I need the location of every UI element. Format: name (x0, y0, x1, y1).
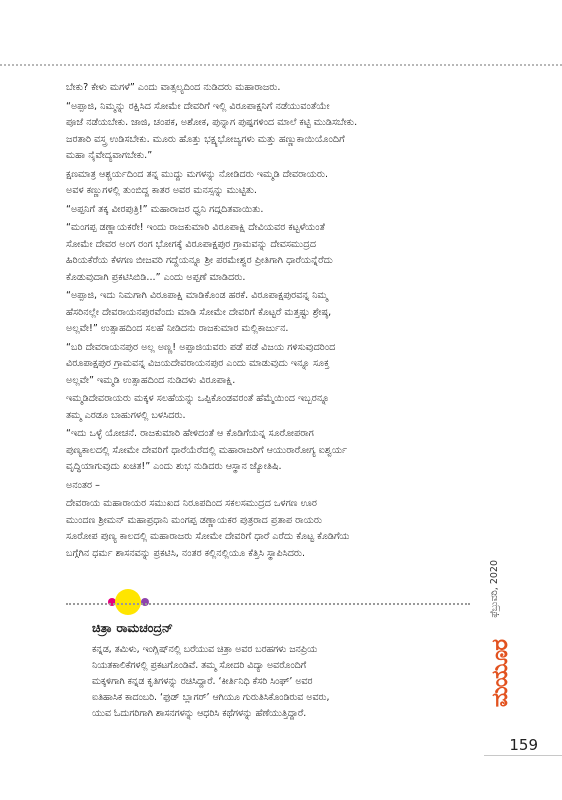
text-line: ಹಿರಿಯಕೆರೆಯ ಕೆಳಗಣ ಬೀಜವರಿ ಗದ್ದೆಯನ್ನೂ ಶ್ರೀ ಪರಮೇಶ್ವರ ಪ್ರೀತಿಗಾಗಿ ಧಾರೆಯನ್ನೆರೆದು (66, 255, 333, 266)
text-line: ಅಲ್ಲವೇ!” ಉತ್ಸಾಹದಿಂದ ಸಲಹೆ ನೀಡಿದನು ರಾಜಕುಮಾರ ಮಲ್ಲಿಕಾರ್ಜುನ. (66, 323, 289, 334)
body-paragraph (66, 202, 466, 219)
text-line: ಸೋಮೇ ದೇವರ ಅಂಗ ರಂಗ ಭೋಗಕ್ಕೆ ವಿರೂಪಾಕ್ಷಪುರ ಗ್ರಾಮವನ್ನು ದೇವಸಮುದ್ರದ (66, 238, 317, 250)
page-number-rule (484, 755, 562, 756)
text-line: ಅಲ್ಲವೇ” ಇಮ್ಮಡಿ ಉತ್ಸಾಹದಿಂದ ನುಡಿದಳು ವಿರೂಪಾಕ್ಷಿ. (66, 374, 236, 386)
text-line: ಜರತಾರಿ ವಸ್ತ್ರ ಉಡಿಸಬೇಕು. ಮೂರು ಹೊತ್ತು ಭಕ್ಷ್ಯಭೋಜ್ಯಗಳು ಮತ್ತು ಹಣ್ಣುಕಾಯಿಯೊಂದಿಗೆ (66, 133, 345, 145)
section-divider (66, 603, 470, 605)
body-paragraph (66, 220, 466, 286)
magazine-brand: ಮಯೂರ (488, 640, 513, 708)
text-line: ಬಗ್ಗೆಗಿನ ಧರ್ಮ ಶಾಸನವನ್ನು ಪ್ರಕಟಿಸಿ, ನಂತರ ಕಲ್ಲಿನಲ್ಲಿಯೂ ಕೆತ್ತಿಸಿ ಸ್ಥಾಪಿಸಿದರು. (66, 547, 306, 559)
text-line: ಅನಂತರ – (66, 479, 100, 491)
text-line: ಕ್ಷಣಮಾತ್ರ ಆಶ್ಚರ್ಯದಿಂದ ತನ್ನ ಮುದ್ದು ಮಗಳನ್ನು ನೋಡಿದರು ಇಮ್ಮಡಿ ದೇವರಾಯರು. (66, 168, 329, 180)
bio-line: ಮಕ್ಕಳಿಗಾಗಿ ಕನ್ನಡ ಕೃತಿಗಳನ್ನು ರಚಿಸಿದ್ದಾರೆ. ‘ಕೀರ್ತಿನಿಧಿ ಕೆಸರಿ ಸಿಂಘ್’ ಅವರ (92, 676, 313, 687)
body-paragraph (66, 426, 466, 476)
text-line: ದೇವರಾಯ ಮಹಾರಾಯರ ಸಮುಖದ ನಿರೂಪದಿಂದ ಸಕಲಸಮುದ್ರದ ಒಳಗಣ ಊರ (66, 498, 317, 509)
body-paragraph (66, 340, 466, 390)
body-paragraph (66, 391, 466, 424)
magazine-sidebar (488, 640, 520, 740)
body-paragraph (66, 99, 466, 165)
text-line: ಇಮ್ಮಡಿದೇವರಾಯರು ಮಕ್ಕಳ ಸಲಹೆಯನ್ನು ಒಪ್ಪಿಕೊಂಡವರಂತೆ ಹೆಮ್ಮೆಯಿಂದ ಇಬ್ಬರನ್ನೂ (66, 393, 330, 404)
text-line: ಮುಂದಣ ಶ್ರೀಮನ್ ಮಹಾಪ್ರಧಾನಿ ಮಂಗಪ್ಪ ಡಣ್ಣಾಯಕರ ಪುತ್ರರಾದ ಪ್ರತಾಪ ರಾಯರು (66, 514, 323, 526)
text-line: ಕೊಡುವುದಾಗಿ ಪ್ರಕಟಿಸಿಬಿಡಿ...” ಎಂದು ಅಪ್ಪಣೆ ಮಾಡಿದರು. (66, 271, 246, 283)
text-line: ಪೂಜೆ ನಡೆಯಬೇಕು. ಜಾಜಿ, ಚಂಪಕ, ಅಶೋಕ, ಪುನ್ನಾಗ ಪುಷ್ಪಗಳಿಂದ ಮಾಲೆ ಕಟ್ಟಿ ಮುಡಿಸಬೇಕು. (66, 117, 358, 128)
text-line: “ಅಪ್ಪಾಜಿ, ನಿಮ್ಮನ್ನು ರಕ್ಷಿಸಿದ ಸೋಮೇ ದೇವರಿಗೆ ಇಲ್ಲಿ ವಿರೂಪಾಕ್ಷನಿಗೆ ನಡೆಯುವಂತೆಯೇ (66, 100, 330, 112)
body-paragraph (66, 288, 466, 338)
text-line: ಅವಳ ಕಣ್ಣುಗಳಲ್ಲಿ ತುಂಬಿದ್ದ ಕಾತರ ಅವರ ಮನಸ್ಸನ್ನು ಮುಟ್ಟಿತು. (66, 185, 257, 196)
issue-date: ಫೆಬ್ರುವರಿ, 2020 (489, 560, 500, 618)
text-line: ಬೇಕು? ಕೇಳು ಮಗಳೆ” ಎಂದು ವಾತ್ಸಲ್ಯದಿಂದ ನುಡಿದರು ಮಹಾರಾಜರು. (66, 82, 281, 93)
body-paragraph (66, 80, 466, 97)
bio-line: ಯುವ ಓದುಗರಿಗಾಗಿ ಶಾಸನಗಳನ್ನು ಆಧರಿಸಿ ಕಥೆಗಳನ್ನು ಹೆಣೆಯುತ್ತಿದ್ದಾರೆ. (92, 708, 307, 719)
body-paragraph (66, 167, 466, 200)
yellow-dot (115, 589, 141, 615)
text-line: “ಮಂಗಪ್ಪ ಡಣ್ಣಾಯಕರೇ! ಇಂದು ರಾಜಕುಮಾರಿ ವಿರೂಪಾಕ್ಷಿ ದೇವಿಯವರ ಕಟ್ಟಳೆಯಂತೆ (66, 222, 325, 233)
text-line: ತಮ್ಮ ಎರಡೂ ಬಾಹುಗಳಲ್ಲಿ ಬಳಸಿದರು. (66, 409, 186, 421)
author-bio (92, 642, 464, 722)
body-paragraph (66, 496, 466, 562)
top-dotted-rule (0, 64, 562, 66)
body-paragraph (66, 478, 466, 495)
text-line: “ಅಪ್ಪನಿಗೆ ತಕ್ಕ ವೀರಪುತ್ರಿ!” ಮಹಾರಾಜರ ಧ್ವನಿ ಗದ್ಗದಿತವಾಯಿತು. (66, 203, 264, 215)
text-line: ಸೂರೋಪ ಪುಣ್ಯ ಕಾಲದಲ್ಲಿ ಮಹಾರಾಜರು ಸೋಮೇ ದೇವರಿಗೆ ಧಾರೆ ಎರೆದು ಕೊಟ್ಟ ಕೊಡಿಗೆಯ (66, 531, 350, 542)
text-line: ಹೆಸರಿನಲ್ಲೇ ದೇವರಾಯನಪುರವೆಂದು ಮಾಡಿ ಸೋಮೇ ದೇವರಿಗೆ ಕೊಟ್ಟರೆ ಮತ್ತಷ್ಟು ಶ್ರೇಷ್ಠ, (66, 306, 332, 318)
text-line: “ಬರಿ ದೇವರಾಯನಪುರ ಅಲ್ಲ ಅಣ್ಣ! ಅಪ್ಪಾಜಿಯವರು ಪಡೆ ಪಡೆ ವಿಜಯ ಗಳಿಸುವುದರಿಂದ (66, 341, 336, 353)
article-body (66, 80, 466, 564)
text-line: ಪುಣ್ಯಕಾಲದಲ್ಲಿ ಸೋಮೇ ದೇವರಿಗೆ ಧಾರೆಯೆರೆದಲ್ಲಿ ಮಹಾರಾಜರಿಗೆ ಆಯುರಾರೋಗ್ಯ ಐಶ್ವರ್ಯ (66, 444, 348, 456)
author-name: ಚಿತ್ರಾ ರಾಮಚಂದ್ರನ್ (92, 620, 173, 635)
text-line: ವೃದ್ಧಿಯಾಗುವುದು ಖಚಿತ!” ಎಂದು ಶುಭ ನುಡಿದರು ಆಸ್ಥಾನ ಜ್ಯೋತಿಷಿ. (66, 461, 282, 472)
text-line: ವಿರೂಪಾಕ್ಷಪುರ ಗ್ರಾಮವನ್ನ ವಿಜಯದೇವರಾಯನಪುರ ಎಂದು ಮಾಡುವುದು ಇನ್ನೂ ಸೂಕ್ತ (66, 358, 330, 369)
bio-line: ಐತಿಹಾಸಿಕ ಕಾದಂಬರಿ. ‘ಫುಡ್ ಬ್ಲಾಗರ್’ ಆಗಿಯೂ ಗುರುತಿಸಿಕೊಂಡಿರುವ ಅವರು, (92, 692, 330, 703)
page-number: 159 (509, 736, 538, 754)
bio-line: ನಿಯತಕಾಲಿಕೆಗಳಲ್ಲಿ ಪ್ರಕಟಗೊಂಡಿವೆ. ತಮ್ಮ ಸೋದರಿ ವಿದ್ಯಾ ಅವರೊಂದಿಗೆ (92, 660, 307, 671)
decorative-dots (108, 587, 168, 617)
text-line: ಮಹಾ ನೈವೇದ್ಯವಾಗಬೇಕು.” (66, 150, 153, 161)
text-line: “ಅಪ್ಪಾಜಿ, ಇದು ನಿಮಗಾಗಿ ವಿರೂಪಾಕ್ಷಿ ಮಾಡಿಕೊಂಡ ಹರಕೆ. ವಿರೂಪಾಕ್ಷಪುರವನ್ನ ನಿಮ್ಮ (66, 290, 328, 301)
text-line: “ಇದು ಒಳ್ಳೆ ಯೋಚನೆ. ರಾಜಕುಮಾರಿ ಹೇಳಿದಂತೆ ಆ ಕೊಡಿಗೆಯನ್ನ ಸೂರೋಪರಾಗ (66, 428, 314, 439)
bio-line: ಕನ್ನಡ, ತಮಿಳು, ಇಂಗ್ಲಿಷ್‌ನಲ್ಲಿ ಬರೆಯುವ ಚಿತ್ರಾ ಅವರ ಬರಹಗಳು ಜನಪ್ರಿಯ (92, 644, 318, 655)
